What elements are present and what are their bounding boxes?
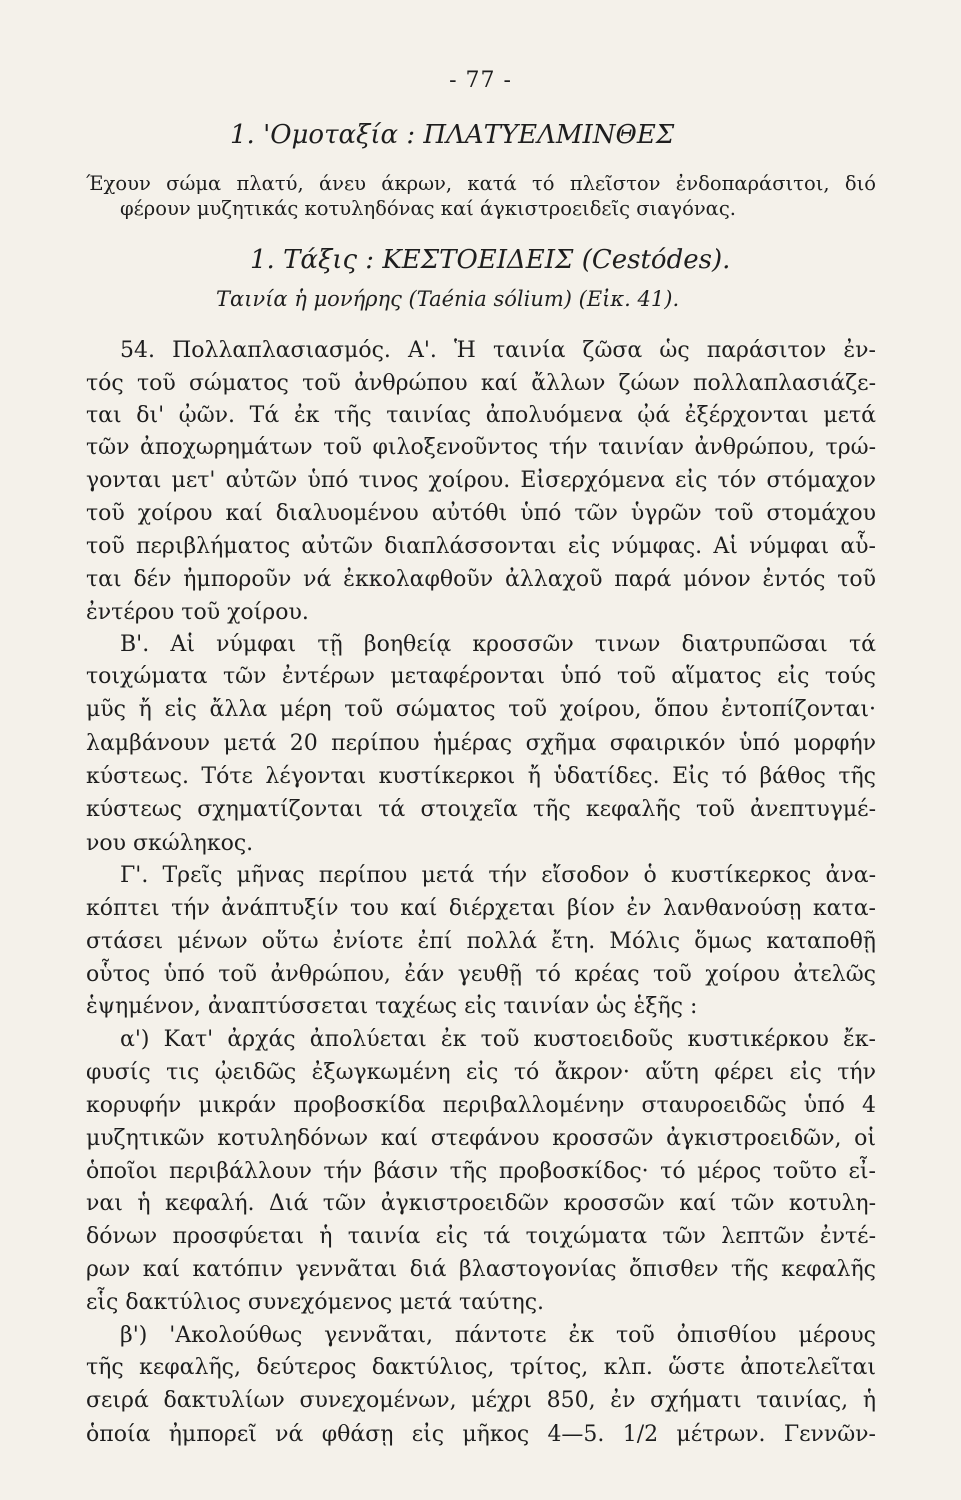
- body-line: ρων καί κατόπιν γεννᾶται διά βλαστογονίας ὄπισθεν τῆς κεφαλῆς: [86, 1257, 876, 1282]
- body-line: εἷς δακτύλιος συνεχόμενος μετά ταύτης.: [86, 1290, 545, 1315]
- heading-species: Ταινία ἡ μονήρης (Taénia sólium) (Εἰκ. 41).: [216, 287, 680, 311]
- body-line: ὁποία ἠμπορεῖ νά φθάσῃ εἰς μῆκος 4—5. 1/2 μέτρων. Γεννῶν-: [86, 1422, 876, 1447]
- body-line: τοιχώματα τῶν ἐντέρων μεταφέρονται ὑπό τοῦ αἵματος εἰς τούς: [86, 664, 876, 689]
- body-line: ἐντέρου τοῦ χοίρου.: [86, 600, 309, 625]
- body-line: α') Κατ' ἀρχάς ἀπολύεται ἐκ τοῦ κυστοειδοῦς κυστικέρκου ἔκ-: [120, 1027, 876, 1052]
- body-line: κορυφήν μικράν προβοσκίδα περιβαλλομένην σταυροειδῶς ὑπό 4: [86, 1093, 876, 1118]
- body-line: φυσίς τις ᾠειδῶς ἐξωγκωμένη εἰς τό ἄκρον· αὕτη φέρει εἰς τήν: [86, 1060, 876, 1085]
- body-line: ναι ἡ κεφαλή. Διά τῶν ἀγκιστροειδῶν κροσσῶν καί τῶν κοτυλη-: [86, 1191, 876, 1216]
- body-line: μυζητικῶν κοτυληδόνων καί στεφάνου κροσσῶν ἀγκιστροειδῶν, οἱ: [86, 1126, 876, 1151]
- body-line: ἑψημένον, ἀναπτύσσεται ταχέως εἰς ταινίαν ὡς ἑξῆς :: [86, 994, 698, 1019]
- body-line: κύστεως. Τότε λέγονται κυστίκερκοι ἤ ὑδατίδες. Εἰς τό βάθος τῆς: [86, 764, 876, 789]
- body-line: τῶν ἀποχωρημάτων τοῦ φιλοξενοῦντος τήν ταινίαν ἀνθρώπου, τρώ-: [86, 435, 876, 460]
- body-line: β') 'Ακολούθως γεννᾶται, πάντοτε ἐκ τοῦ ὀπισθίου μέρους: [120, 1323, 876, 1348]
- body-line: κύστεως σχηματίζονται τά στοιχεῖα τῆς κεφαλῆς τοῦ ἀνεπτυγμέ-: [86, 797, 876, 822]
- body-line: τός τοῦ σώματος τοῦ ἀνθρώπου καί ἄλλων ζώων πολλαπλασιάζε-: [86, 371, 876, 396]
- body-line: δόνων προσφύεται ἡ ταινία εἰς τά τοιχώματα τῶν λεπτῶν ἐντέ-: [86, 1224, 876, 1249]
- body-line: ὁποῖοι περιβάλλουν τήν βάσιν τῆς προβοσκίδος· τό μέρος τοῦτο εἶ-: [86, 1159, 876, 1184]
- body-line: νου σκώληκος.: [86, 831, 254, 856]
- heading-order: 1. Τάξις : ΚΕΣΤΟΕΙΔΕΙΣ (Cestódes).: [250, 245, 731, 275]
- body-line: λαμβάνουν μετά 20 περίπου ἡμέρας σχῆμα σφαιρικόν ὑπό μορφήν: [86, 731, 876, 756]
- body-line: οὗτος ὑπό τοῦ ἀνθρώπου, ἐάν γευθῇ τό κρέας τοῦ χοίρου ἀτελῶς: [86, 962, 876, 987]
- intro-line-1: Έχουν σώμα πλατύ, άνευ άκρων, κατά τό πλεῖστον ἐνδοπαράσιτοι, διό: [86, 172, 876, 195]
- body-line: τοῦ περιβλήματος αὐτῶν διαπλάσσονται εἰς νύμφας. Αἱ νύμφαι αὗ-: [86, 534, 876, 559]
- body-line: ται δέν ἠμποροῦν νά ἐκκολαφθοῦν ἀλλαχοῦ παρά μόνον ἐντός τοῦ: [86, 567, 876, 592]
- body-line: μῦς ἤ εἰς ἄλλα μέρη τοῦ σώματος τοῦ χοίρου, ὅπου ἐντοπίζονται·: [86, 697, 876, 722]
- body-line: Γ'. Τρεῖς μῆνας περίπου μετά τήν εἴσοδον ὁ κυστίκερκος ἀνα-: [120, 863, 876, 888]
- body-line: γονται μετ' αὐτῶν ὑπό τινος χοίρου. Εἰσερχόμενα εἰς τόν στόμαχον: [86, 468, 876, 493]
- body-line: τῆς κεφαλῆς, δεύτερος δακτύλιος, τρίτος, κλπ. ὥστε ἀποτελεῖται: [86, 1355, 876, 1380]
- body-line: στάσει μένων οὕτω ἐνίοτε ἐπί πολλά ἔτη. Μόλις ὅμως καταποθῇ: [86, 929, 876, 954]
- body-line: Β'. Αἱ νύμφαι τῇ βοηθείᾳ κροσσῶν τινων διατρυπῶσαι τά: [120, 632, 876, 657]
- body-line: 54. Πολλαπλασιασμός. Α'. Ἡ ταινία ζῶσα ὡς παράσιτον ἐν-: [120, 338, 876, 363]
- body-line: σειρά δακτυλίων συνεχομένων, μέχρι 850, ἐν σχήματι ταινίας, ἡ: [86, 1388, 876, 1413]
- body-line: τοῦ χοίρου καί διαλυομένου αὐτόθι ὑπό τῶν ὑγρῶν τοῦ στομάχου: [86, 501, 876, 526]
- heading-class: 1. 'Ομοταξία : ΠΛΑΤΥΕΛΜΙΝΘΕΣ: [230, 120, 675, 150]
- page-number: - 77 -: [449, 68, 512, 93]
- body-line: ται δι' ᾠῶν. Τά ἐκ τῆς ταινίας ἀπολυόμενα ᾠά ἐξέρχονται μετά: [86, 403, 876, 428]
- intro-line-2: φέρουν μυζητικάς κοτυληδόνας καί άγκιστροειδεῖς σιαγόνας.: [120, 197, 736, 220]
- body-line: κόπτει τήν ἀνάπτυξίν του καί διέρχεται βίον ἐν λανθανούσῃ κατα-: [86, 896, 876, 921]
